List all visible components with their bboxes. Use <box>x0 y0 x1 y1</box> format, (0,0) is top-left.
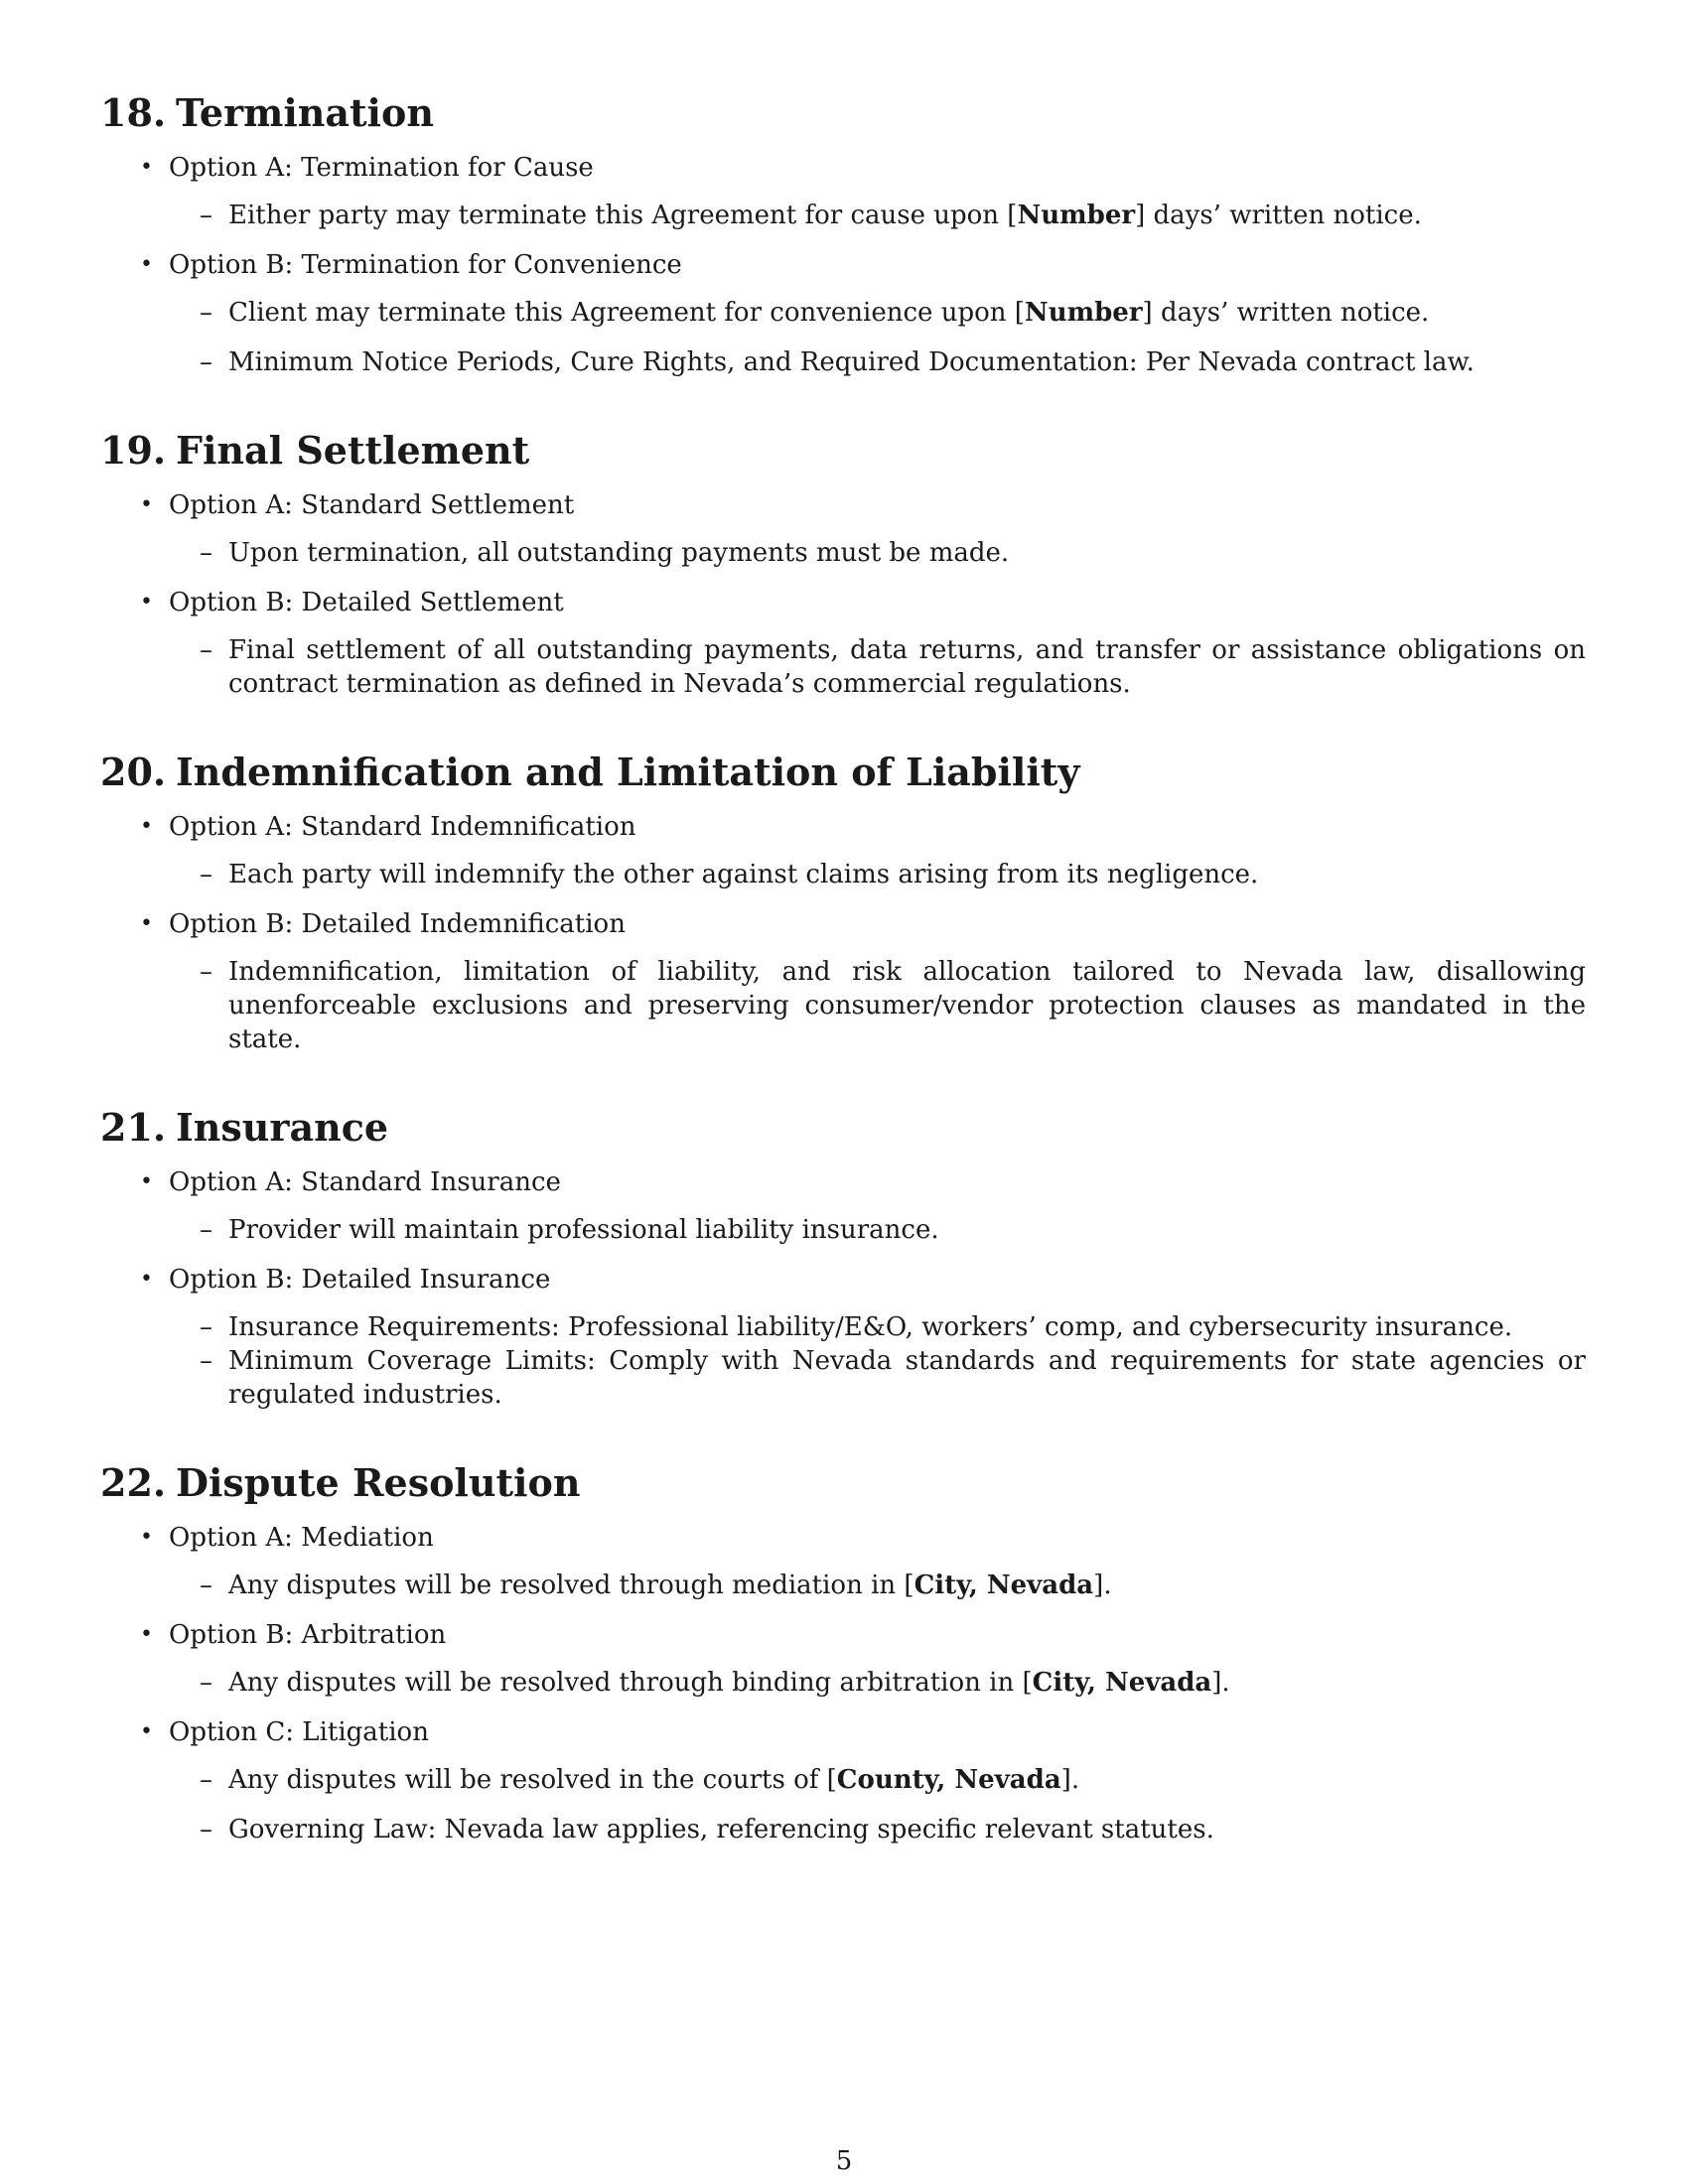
detail-list <box>169 1213 1586 1247</box>
section-number: 21. <box>100 1105 167 1150</box>
dash-marker: – <box>200 1668 212 1698</box>
detail-text: Indemnification, limitation of liability, and risk allocation tailored to Nevada law, disallowing unenforceable exclusions and preserving consumer/vendor protection clauses as mandated in the state. <box>228 957 1586 1054</box>
detail-item <box>169 1763 1586 1797</box>
detail-text: Upon termination, all outstanding payments must be made. <box>228 538 1010 568</box>
option-label <box>140 1618 1586 1652</box>
detail-text-end: days’ written notice. <box>1152 298 1430 328</box>
option-label <box>140 1165 1586 1199</box>
detail-list <box>169 1666 1586 1700</box>
bracket-open: [ <box>1014 298 1025 328</box>
option-item <box>100 1263 1586 1412</box>
section-title: Insurance <box>176 1105 389 1150</box>
option-label-text: Option B: Arbitration <box>169 1620 447 1650</box>
detail-list <box>169 536 1586 570</box>
detail-item <box>169 955 1586 1056</box>
detail-item <box>169 1666 1586 1700</box>
dash-marker: – <box>200 957 212 987</box>
option-item <box>100 810 1586 891</box>
bracket-open: [ <box>1007 201 1018 230</box>
dash-marker: – <box>200 635 212 665</box>
option-label-text: Option A: Standard Indemnification <box>169 812 636 842</box>
dash-marker: – <box>200 1815 212 1844</box>
option-label-text: Option B: Detailed Insurance <box>169 1265 551 1295</box>
option-list <box>100 488 1586 701</box>
detail-list <box>169 1569 1586 1602</box>
detail-item <box>169 1310 1586 1344</box>
placeholder-city: City, Nevada <box>1032 1668 1212 1698</box>
section-heading <box>100 87 1586 139</box>
option-label-text: Option A: Mediation <box>169 1523 434 1553</box>
detail-list <box>169 1310 1586 1412</box>
option-item <box>100 1618 1586 1700</box>
option-item <box>100 586 1586 701</box>
bracket-close: ] <box>1093 1570 1104 1600</box>
option-item <box>100 907 1586 1056</box>
option-label <box>140 810 1586 844</box>
bracket-close: ] <box>1142 298 1153 328</box>
option-list <box>100 1165 1586 1412</box>
section-number: 19. <box>100 428 167 473</box>
bracket-open: [ <box>826 1765 837 1795</box>
bracket-close: ] <box>1211 1668 1222 1698</box>
dash-marker: – <box>200 860 212 889</box>
detail-text: Any disputes will be resolved in the courts of <box>228 1765 827 1795</box>
detail-item <box>169 633 1586 701</box>
page-number: 5 <box>835 2146 853 2176</box>
bracket-open: [ <box>1022 1668 1033 1698</box>
bullet-marker: • <box>140 1267 153 1292</box>
section-number: 22. <box>100 1460 167 1505</box>
detail-text-end: days’ written notice. <box>1145 201 1422 230</box>
bullet-marker: • <box>140 252 153 277</box>
option-item <box>100 151 1586 232</box>
dash-marker: – <box>200 1346 212 1376</box>
section-heading <box>100 1102 1586 1154</box>
placeholder-city: City, Nevada <box>914 1570 1094 1600</box>
dash-marker: – <box>200 347 212 377</box>
option-list <box>100 151 1586 379</box>
section-dispute-resolution <box>100 1457 1586 1846</box>
detail-item <box>169 1813 1586 1846</box>
option-label-text: Option B: Termination for Convenience <box>169 250 682 280</box>
section-title: Indemnification and Limitation of Liability <box>176 750 1080 794</box>
detail-text: Any disputes will be resolved through mediation in <box>228 1570 905 1600</box>
section-final-settlement <box>100 425 1586 701</box>
option-item <box>100 1521 1586 1602</box>
detail-text: Governing Law: Nevada law applies, referencing specific relevant statutes. <box>228 1815 1214 1844</box>
section-title: Termination <box>176 90 434 135</box>
option-label <box>140 151 1586 185</box>
detail-list <box>169 633 1586 701</box>
detail-text: Insurance Requirements: Professional liability/E&O, workers’ comp, and cybersecurity insurance. <box>228 1312 1513 1342</box>
dash-marker: – <box>200 1570 212 1600</box>
option-label-text: Option C: Litigation <box>169 1717 429 1747</box>
option-label <box>140 907 1586 941</box>
bullet-marker: • <box>140 492 153 517</box>
section-heading <box>100 425 1586 477</box>
bullet-marker: • <box>140 1622 153 1647</box>
detail-item <box>169 1213 1586 1247</box>
option-label <box>140 1521 1586 1555</box>
dash-marker: – <box>200 1312 212 1342</box>
detail-item <box>169 199 1586 232</box>
detail-list <box>169 296 1586 379</box>
option-label <box>140 586 1586 619</box>
bracket-close: ] <box>1060 1765 1071 1795</box>
option-item <box>100 1165 1586 1247</box>
bracket-open: [ <box>904 1570 914 1600</box>
detail-text-end: . <box>1221 1668 1230 1698</box>
detail-item <box>169 858 1586 891</box>
dash-marker: – <box>200 538 212 568</box>
detail-text: Final settlement of all outstanding payments, data returns, and transfer or assistance obligations on contract termination as defined in Nevada’s commercial regulations. <box>228 635 1586 699</box>
option-label-text: Option A: Termination for Cause <box>169 153 594 183</box>
option-item <box>100 248 1586 379</box>
option-label-text: Option A: Standard Insurance <box>169 1167 561 1197</box>
detail-text: Each party will indemnify the other against claims arising from its negligence. <box>228 860 1259 889</box>
section-number: 20. <box>100 750 167 794</box>
detail-list <box>169 955 1586 1056</box>
bullet-marker: • <box>140 1719 153 1744</box>
option-list <box>100 1521 1586 1846</box>
detail-list <box>169 199 1586 232</box>
detail-text: Any disputes will be resolved through binding arbitration in <box>228 1668 1023 1698</box>
dash-marker: – <box>200 1215 212 1245</box>
option-label-text: Option B: Detailed Indemnification <box>169 909 626 939</box>
detail-item <box>169 1344 1586 1412</box>
detail-text-end: . <box>1103 1570 1112 1600</box>
option-item <box>100 488 1586 570</box>
bullet-marker: • <box>140 814 153 839</box>
section-insurance <box>100 1102 1586 1412</box>
bullet-marker: • <box>140 911 153 936</box>
detail-list <box>169 858 1586 891</box>
detail-item <box>169 345 1586 379</box>
detail-item <box>169 296 1586 330</box>
option-label-text: Option B: Detailed Settlement <box>169 588 564 617</box>
dash-marker: – <box>200 298 212 328</box>
option-list <box>100 810 1586 1056</box>
placeholder-county: County, Nevada <box>836 1765 1061 1795</box>
detail-text: Minimum Coverage Limits: Comply with Nevada standards and requirements for state agencies or regulated industries. <box>228 1346 1586 1410</box>
bullet-marker: • <box>140 1525 153 1550</box>
section-termination <box>100 87 1586 379</box>
section-indemnification <box>100 747 1586 1056</box>
option-item <box>100 1715 1586 1846</box>
dash-marker: – <box>200 201 212 230</box>
detail-text: Either party may terminate this Agreement for cause upon <box>228 201 1008 230</box>
document-body <box>100 87 1586 1892</box>
bracket-close: ] <box>1135 201 1146 230</box>
option-label <box>140 488 1586 522</box>
detail-item <box>169 1569 1586 1602</box>
dash-marker: – <box>200 1765 212 1795</box>
detail-list <box>169 1763 1586 1846</box>
option-label <box>140 1263 1586 1297</box>
section-title: Dispute Resolution <box>176 1460 581 1505</box>
section-heading <box>100 1457 1586 1509</box>
bullet-marker: • <box>140 155 153 180</box>
bullet-marker: • <box>140 1169 153 1194</box>
placeholder-number: Number <box>1024 298 1143 328</box>
section-number: 18. <box>100 90 167 135</box>
option-label-text: Option A: Standard Settlement <box>169 490 575 520</box>
option-label <box>140 248 1586 282</box>
detail-text-end: . <box>1070 1765 1080 1795</box>
detail-item <box>169 536 1586 570</box>
section-heading <box>100 747 1586 798</box>
placeholder-number: Number <box>1017 201 1136 230</box>
detail-text: Provider will maintain professional liability insurance. <box>228 1215 939 1245</box>
detail-text: Client may terminate this Agreement for convenience upon <box>228 298 1015 328</box>
bullet-marker: • <box>140 590 153 614</box>
detail-text: Minimum Notice Periods, Cure Rights, and Required Documentation: Per Nevada contract law. <box>228 347 1475 377</box>
option-label <box>140 1715 1586 1749</box>
section-title: Final Settlement <box>176 428 530 473</box>
